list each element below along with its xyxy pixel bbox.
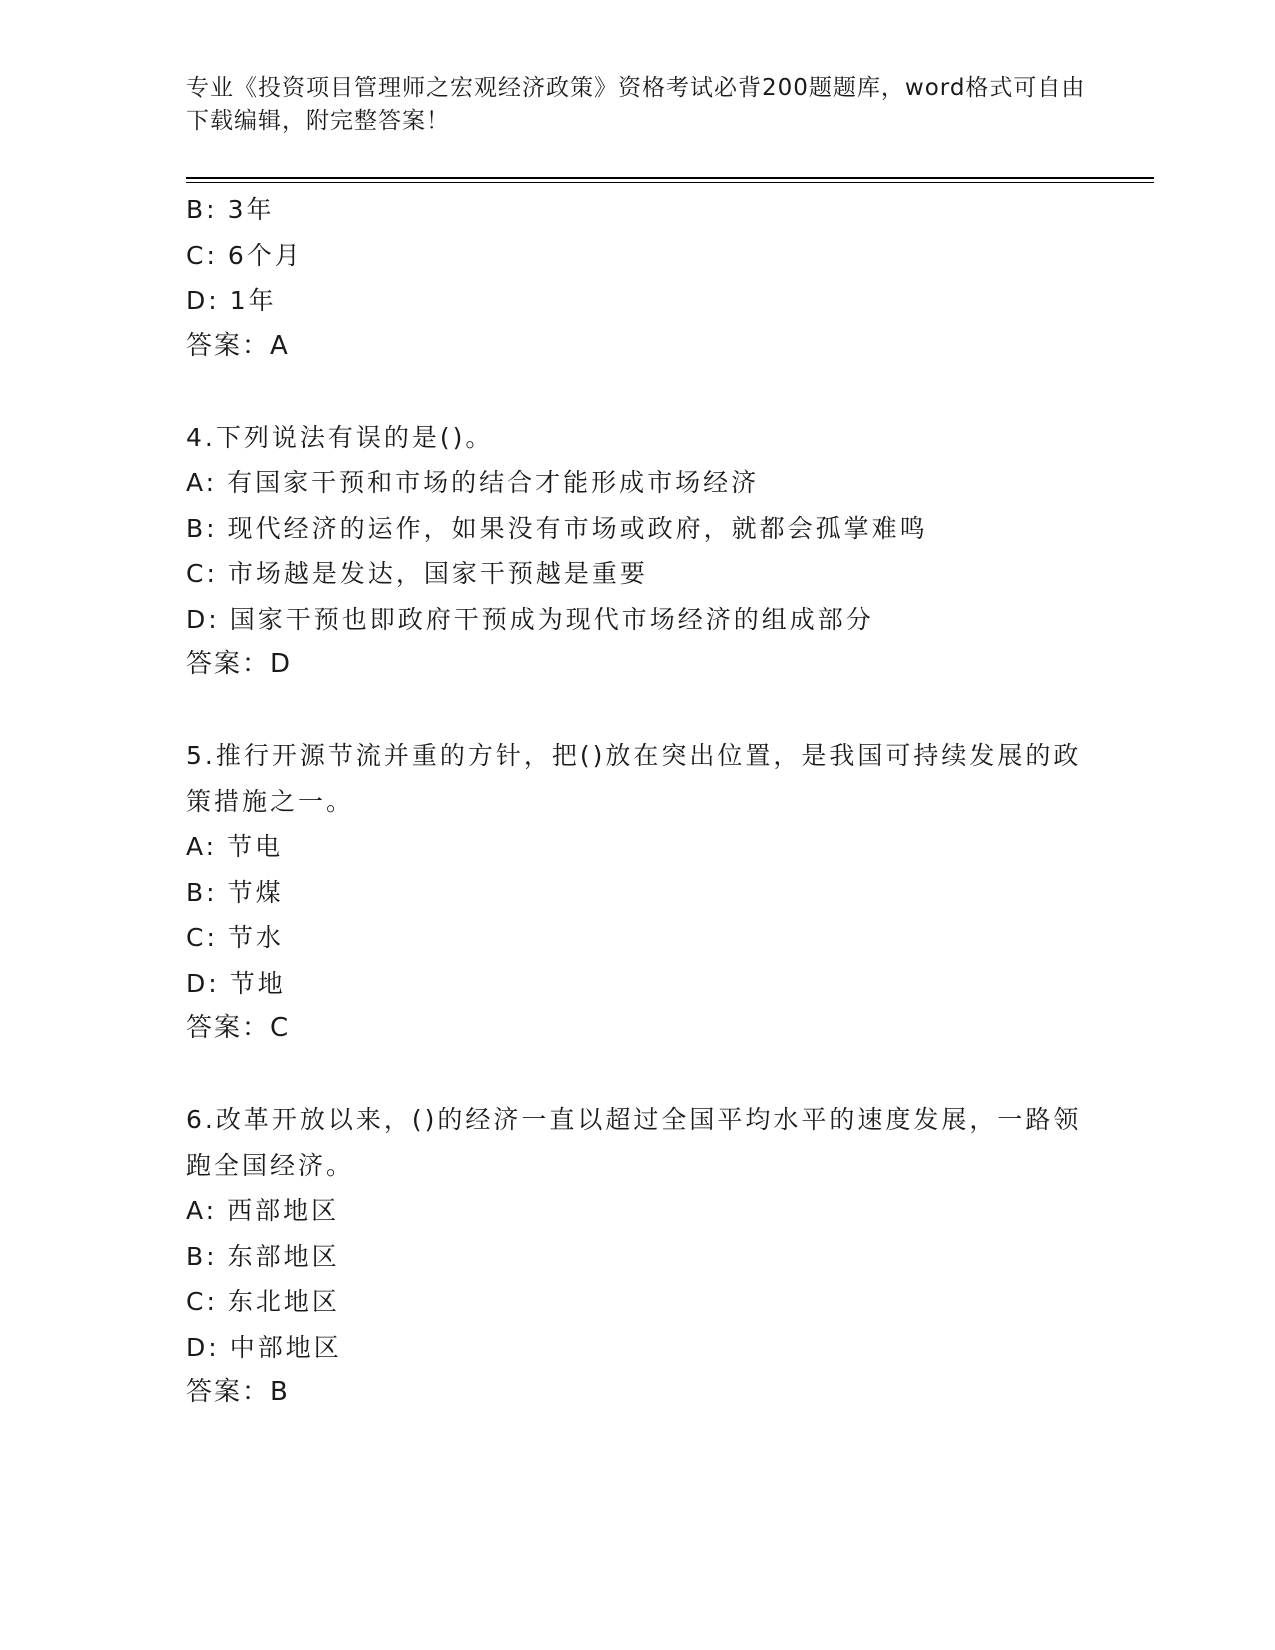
option-text: 东北地区 [227, 1287, 340, 1316]
option-item [186, 915, 1106, 961]
option-letter: C: [186, 1287, 218, 1316]
answer-line: 答案：C [186, 1013, 291, 1043]
option-item [186, 506, 1106, 552]
option-letter: B: [186, 513, 218, 543]
option-letter: C: [186, 240, 218, 270]
option-text: 1年 [229, 286, 277, 315]
option-text: 有国家干预和市场的结合才能形成市场经济 [227, 468, 760, 497]
option-letter: B: [186, 877, 218, 907]
question-text: 6.改革开放以来，()的经济一直以超过全国平均水平的速度发展，一路领跑全国经济。 [186, 1105, 1082, 1180]
option-item [186, 1325, 1106, 1371]
option-text: 3年 [227, 195, 275, 224]
option-letter: B: [186, 195, 218, 224]
option-letter: A: [186, 832, 218, 861]
question-block-continued [186, 187, 1106, 369]
option-item [186, 278, 1106, 324]
question-block [186, 733, 1106, 1052]
question-text: 4.下列说法有误的是()。 [186, 422, 494, 452]
option-text: 西部地区 [227, 1196, 340, 1225]
answer-line: 答案：A [186, 330, 290, 361]
option-item [186, 961, 1106, 1007]
option-item [186, 597, 1106, 643]
option-letter: A: [186, 1196, 218, 1225]
option-text: 现代经济的运作，如果没有市场或政府，就都会孤掌难鸣 [227, 513, 928, 543]
question-block [186, 1097, 1106, 1416]
option-item [186, 187, 1106, 233]
header-divider-thin [186, 182, 1154, 183]
option-text: 国家干预也即政府干预成为现代市场经济的组成部分 [229, 604, 874, 634]
question-text: 5.推行开源节流并重的方针，把()放在突出位置，是我国可持续发展的政策措施之一。 [186, 741, 1082, 816]
option-text: 节地 [229, 968, 286, 998]
option-item [186, 460, 1106, 506]
option-item [186, 1234, 1106, 1280]
option-text: 节煤 [227, 877, 284, 907]
document-header [186, 72, 1086, 138]
option-letter: D: [186, 968, 220, 998]
option-letter: D: [186, 286, 220, 315]
option-text: 节电 [227, 832, 284, 861]
option-letter: A: [186, 468, 218, 497]
option-text: 东部地区 [227, 1241, 340, 1271]
option-text: 市场越是发达，国家干预越是重要 [227, 559, 648, 588]
answer-line: 答案：B [186, 1377, 290, 1407]
option-letter: C: [186, 923, 218, 952]
option-letter: C: [186, 559, 218, 588]
option-letter: B: [186, 1241, 218, 1271]
question-list [186, 187, 1106, 1416]
answer-line: 答案：D [186, 649, 293, 679]
option-text: 中部地区 [229, 1332, 342, 1362]
option-item [186, 870, 1106, 916]
question-block [186, 415, 1106, 688]
option-item [186, 1188, 1106, 1234]
header-divider-thick [186, 177, 1154, 179]
option-letter: D: [186, 604, 220, 634]
option-item [186, 551, 1106, 597]
header-title: 专业《投资项目管理师之宏观经济政策》资格考试必背200题题库，word格式可自由下载编辑，附完整答案！ [186, 75, 1086, 134]
option-item [186, 233, 1106, 279]
option-text: 节水 [227, 923, 284, 952]
option-item [186, 824, 1106, 870]
option-letter: D: [186, 1332, 220, 1362]
option-item [186, 1279, 1106, 1325]
option-text: 6个月 [227, 240, 303, 270]
